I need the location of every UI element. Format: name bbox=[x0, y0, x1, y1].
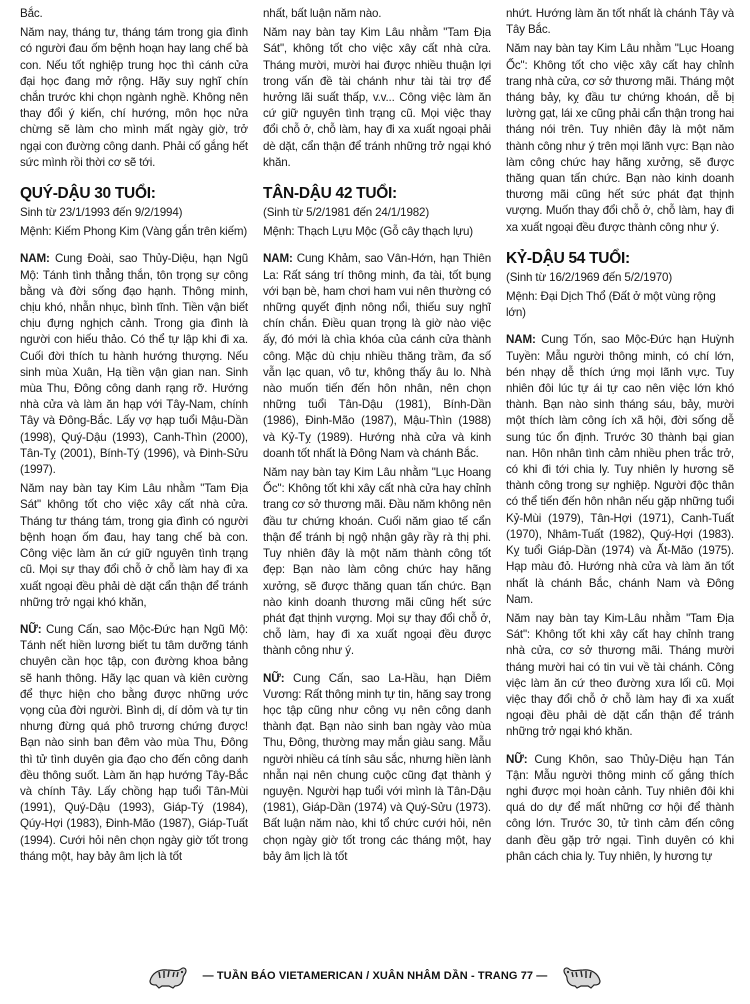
nu-paragraph bbox=[263, 671, 491, 865]
birth-range: (Sinh từ 5/2/1981 đến 24/1/1982) bbox=[263, 206, 430, 220]
paragraph: nhứt. Hướng làm ăn tốt nhất là chánh Tây và Tây Bắc. bbox=[506, 7, 734, 37]
column-1 bbox=[20, 6, 248, 950]
nu-label: NỮ: bbox=[263, 671, 285, 685]
paragraph: Năm nay bàn tay Kim Lâu nhằm "Tam Địa Sát", không tốt cho việc xây cất nhà cửa. Tháng mười, mười hai được nhiều thuận lợi trong vấn đề tài chánh như tài tài trợ để hưởng lãi suất thấp, v.v... Công việc làm ăn cứ giữ nguyên tình trạng cũ. Mọi việc thay đổi chỗ ở, chỗ làm, hay đi xa xuất ngoại phải dè dặt, cẩn thận để tránh những trở ngại khó khăn. bbox=[263, 26, 491, 169]
paragraph: Bắc. bbox=[20, 7, 43, 20]
paragraph: Năm nay bàn tay Kim Lâu nhằm "Tam Địa Sát" không tốt cho việc xây cất nhà cửa. Tháng tư tháng tám, trong gia đình có người bệnh hoạn ốm đau, hay tang chế bà con. Công việc làm ăn cứ giữ nguyên tình trạng cũ. Mọi sự thay đổi chỗ ở chỗ làm hay đi xa xuất ngoại đều phải dè dặt cẩn thận để tránh những trở ngại khó khăn, bbox=[20, 482, 248, 609]
nam-text: Cung Tốn, sao Mộc-Đức hạn Huỳnh Tuyền: Mẫu người thông minh, có chí lớn, bén nhạy dễ thích ứng mọi lãnh vực. Tuy nhiên đôi lúc tự ái tự cao nên việc lớn khó thành. Bạn nào sinh tháng sáu, bảy, mười một thích làm công ích xã hội, đời sống dễ sung túc ổn định. Trước 30 thành bại gian nan. Hôn nhân tình cảm nhiều phen trắc trở, có khi đi tới chia ly. Tuy nhiên ly hương sẽ thành công trong sự nghiệp. Người độc thân có thể tiến đến hôn nhân nếu gặp những tuổi Kỷ-Mùi (1979), Tân-Hợi (1971), Canh-Tuất (1970), Nhâm-Tuất (1982), Quý-Hợi (1983). Kỵ tuổi Giáp-Dần (1974) và Ất-Mão (1975). Hạp màu đỏ. Hướng nhà cửa và làm ăn tốt nhất là chánh Bắc, chánh Nam và Đông Nam. bbox=[506, 333, 734, 606]
nu-paragraph bbox=[506, 752, 734, 865]
nu-label: NỮ: bbox=[20, 622, 42, 636]
nu-text: Cung Khôn, sao Thủy-Diệu hạn Tán Tận: Mẫu người thông minh cố gắng thích nghi được mọi hoàn cảnh. Tuy nhiên đôi khi quá do dự để mất những cơ hội để thành công lớn. Trước 30, tử tình cảm đến công danh đều gặp trở ngại. Tình duyên có khi phân cách chia ly. Tuy nhiên, ly hương tự bbox=[506, 752, 734, 863]
menh-line: Mệnh: Kiếm Phong Kim (Vàng gắn trên kiếm) bbox=[20, 225, 248, 239]
paragraph: Năm nay bàn tay Kim Lâu nhằm "Lục Hoang Ốc": Không tốt khi xây cất nhà cửa hay chỉnh trang cơ sở thương mãi. Đầu năm không nên đầu tư chứng khoán. Cuối năm giao tế cẩn thận để tránh bị ngộ nhận gây rầy rà thị phi. Tuy nhiên đây là một năm thành công tốt đẹp: Bạn nào làm công chức hay hãng xưởng, sẽ được thăng quan tấn chức. Bạn nào kinh doanh thương mãi cũng hết sức phát đạt thịnh vượng. Mọi sự thay đổi chỗ ở, chỗ làm, hay đi xa xuất ngoại đều được thành công như ý. bbox=[263, 466, 491, 658]
section-heading: TÂN-DẬU 42 TUỔI: bbox=[263, 185, 397, 203]
nam-paragraph bbox=[20, 251, 248, 478]
page-footer bbox=[0, 958, 750, 994]
magazine-page bbox=[20, 6, 734, 950]
nam-label: NAM: bbox=[263, 252, 293, 266]
footer-text: — TUẦN BÁO VIETAMERICAN / XUÂN NHÂM DẦN - TRANG 77 — bbox=[202, 970, 548, 982]
paragraph: nhất, bất luận năm nào. bbox=[263, 7, 382, 20]
nu-text: Cung Cấn, sao Mộc-Đức hạn Ngũ Mộ: Tánh nết hiền lương biết tu tâm dưỡng tánh chuyên cần học tập, con đường khoa bảng sẽ hanh thông. Hãy lạc quan và kiên cường để thực hiện cho bằng được những ước vọng của đời người. Bình dị, dí dỏm và tự tin nhưng đừng quá phô trương chứng được! Bạn nào sinh ban đêm vào mùa Thu, Đông thì tử tình duyên gia đạo cho đến công danh đều thông suốt. Làm ăn hạp hướng Tây-Bắc và chính Tây. Lấy chồng hạp tuổi Tân-Mùi (1991), Quý-Dậu (1993), Giáp-Tý (1984), Qúy-Hợi (1983), Đinh-Mão (1987), Giáp-Tuất (1994). Cưới hỏi nên chọn ngày giờ tốt trong tháng một, hay bảy âm lịch là tốt bbox=[20, 622, 248, 863]
nam-label: NAM: bbox=[506, 333, 536, 347]
nam-paragraph bbox=[506, 332, 734, 607]
paragraph: Năm nay bàn tay Kim Lâu nhằm "Lục Hoang Ốc": Không tốt cho việc xây cất hay chỉnh trang nhà cửa, cơ sở thương mãi. Tháng một tháng bảy, kỵ đầu tư chứng khoán, dễ bị lường gạt, lái xe cũng phải cẩn thận trong hai tháng nói trên. Tuy nhiên đây là một năm thành công như ý trên mọi lãnh vực: Bạn nào làm công chức hay hãng xưởng, sẽ được thăng quan tấn chức. Bạn nào kinh doanh thương mãi cũng hết sức phát đạt thịnh vượng. Muốn thay đổi chỗ ở, chỗ làm, hay đi xa xuất ngoại đều được thành công như ý. bbox=[506, 42, 734, 234]
section-heading: QUÝ-DẬU 30 TUỔI: bbox=[20, 185, 156, 203]
paragraph: Năm nay, tháng tư, tháng tám trong gia đình có người đau ốm bệnh hoạn hay lang chế bà con. Nếu tốt nghiệp trung học thì cánh cửa đại học đang mở rộng. Hãy suy nghĩ chín chắn trước khi chọn ngành nghề. Không nên thay đổi ý kiến, chí hướng, môn học nửa chừng sẽ làm cho mình mất ngày giờ, trở ngại con đường công danh. Phải cố gắng hết sức mình rồi thời cơ sẽ tới. bbox=[20, 26, 248, 169]
paragraph: Năm nay bàn tay Kim-Lâu nhằm "Tam Địa Sát": Không tốt khi xây cất hay chỉnh trang nhà cửa, cơ sở thương mãi. Tháng mười tháng mười hai có tin vui về tài chánh. Công việc làm ăn cứ theo đường xưa lối cũ. Mọi việc thay đổi chỗ ở chỗ làm hay đi xa xuất ngoại đều phải dè dặt cẩn thận để tránh những trở ngại khó khăn. bbox=[506, 611, 734, 739]
menh-line: Mệnh: Đại Dịch Thổ (Đất ở một vùng rộng lớn) bbox=[506, 290, 716, 320]
nam-text: Cung Đoài, sao Thủy-Diệu, hạn Ngũ Mộ: Tánh tình thẳng thắn, tôn trọng sự công bằng và đời sống đạo hạnh. Thông minh, chịu khó, nhẫn nhục, bình tĩnh. Tiền vận biết chịu đựng nghịch cảnh. Trong gia đình là người con hiếu thảo. Có thể tự lập khi đi xa. Cuối đời thích tu hành hướng thượng. Nếu sinh mùa Xuân, Hạ tiền vận gian nan. Sinh mùa Thu, Đông công danh rạng rỡ. Hướng nhà cửa và làm ăn hạp với Tây-Nam, chính Tây và Đông-Bắc. Lấy vợ hạp tuổi Mậu-Dần (1998), Quý-Dậu (1993), Canh-Thìn (2000), Tân-Tỵ (2001), Bính-Tý (1996), và Đinh-Sửu (1997). bbox=[20, 252, 248, 477]
menh-line: Mệnh: Thạch Lựu Mộc (Gỗ cây thạch lựu) bbox=[263, 225, 474, 239]
nam-paragraph bbox=[263, 251, 491, 462]
birth-range: Sinh từ 23/1/1993 đến 9/2/1994) bbox=[20, 206, 183, 220]
nu-paragraph bbox=[20, 622, 248, 865]
tiger-icon bbox=[147, 961, 189, 991]
birth-range: (Sinh từ 16/2/1969 đến 5/2/1970) bbox=[506, 270, 673, 284]
section-heading: KỶ-DẬU 54 TUỔI: bbox=[506, 249, 630, 267]
tiger-icon bbox=[561, 961, 603, 991]
nu-text: Cung Cấn, sao La-Hầu, hạn Diêm Vương: Rất thông minh tự tin, hăng say trong học tập cũng như công vụ nên công danh thành đạt. Bạn nào sinh ban ngày vào mùa Thu, Đông, thường may mắn giàu sang. Mẫu người nhiều cá tính sâu sắc, nhưng hiền lành nhẫn nại nên chung cuộc cũng đạt thành ý nguyện. Người hạp tuổi với mình là Tân-Dậu (1981), Giáp-Dần (1974) và Quý-Sửu (1973). Bất luận năm nào, khi tổ chức cưới hỏi, nên chọn ngày giờ tốt trong các tháng một, hay bảy âm lịch là tốt bbox=[263, 671, 491, 863]
column-2 bbox=[263, 6, 491, 950]
nu-label: NỮ: bbox=[506, 752, 528, 766]
nam-label: NAM: bbox=[20, 252, 50, 266]
column-3 bbox=[506, 6, 734, 950]
nam-text: Cung Khảm, sao Vân-Hớn, hạn Thiên La: Rất sáng trí thông minh, đa tài, tốt bụng với bạn bè, ham chơi ham vui nên thường có những quyết định nông nổi, thiếu suy nghĩ chín chắn. Điều quan trọng là giờ nào việc ấy, đó mới là chìa khóa của cánh cửa thành công. Mặc dù chịu nhiều thăng trầm, đa số vẫn lạc quan, vô tư, không thấy âu lo. Nhà nào muốn tiến đến hôn nhân, nên chọn những tuổi Tân-Dậu (1981), Bính-Dần (1986), Đinh-Mão (1987), Mậu-Thìn (1988) và Kỷ-Tỵ (1989). Hướng nhà cửa và kinh doanh tốt nhất là Đông Nam và chánh Bắc. bbox=[263, 252, 491, 460]
